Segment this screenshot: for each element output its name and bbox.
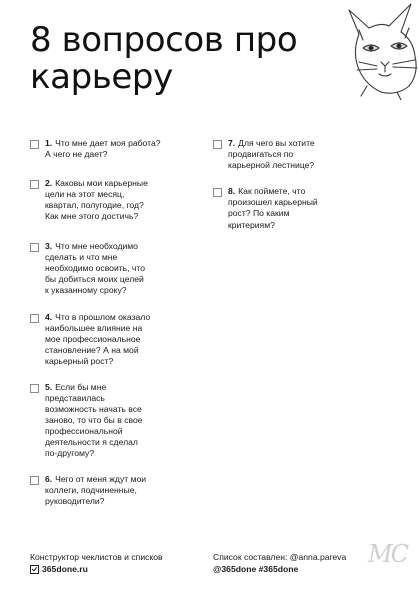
question-text: Чего от меня ждут мои коллеги, подчиненные, руководители? <box>45 474 147 507</box>
question-item-5[interactable] <box>30 382 190 460</box>
site-link[interactable]: 365done.ru <box>42 564 88 574</box>
question-item-7[interactable] <box>213 138 363 171</box>
question-item-8[interactable] <box>213 186 363 230</box>
cat-sketch-icon <box>319 0 419 100</box>
questions-column-right <box>213 138 363 231</box>
checkbox-icon[interactable] <box>30 243 39 252</box>
question-item-3[interactable] <box>30 241 190 296</box>
checkbox-icon[interactable] <box>213 188 222 197</box>
signature-watermark: MC <box>368 540 407 568</box>
checkbox-icon[interactable] <box>30 180 39 189</box>
question-number: 5. <box>45 381 53 392</box>
question-text: Что мне необходимо сделать и что мне необходимо освоить, что бы добиться моих целей к указанному сроку? <box>45 240 146 295</box>
question-text: Что мне дает моя работа? А чего не дает? <box>45 138 161 160</box>
hashtags: @365done #365done <box>213 564 299 574</box>
question-item-2[interactable] <box>30 178 190 222</box>
checkbox-logo-icon <box>30 565 39 574</box>
question-text: Как поймете, что произошел карьерный рост? По каким критериям? <box>228 186 318 230</box>
question-item-6[interactable] <box>30 474 190 507</box>
question-item-4[interactable] <box>30 312 190 367</box>
question-number: 1. <box>45 138 53 148</box>
question-number: 8. <box>228 186 236 197</box>
footer-right <box>213 551 346 575</box>
checkbox-icon[interactable] <box>30 314 39 323</box>
checkbox-icon[interactable] <box>30 384 39 393</box>
question-number: 6. <box>45 474 53 485</box>
question-item-1[interactable] <box>30 138 190 160</box>
question-number: 2. <box>45 178 53 189</box>
question-number: 7. <box>228 138 236 148</box>
constructor-label: Конструктор чеклистов и списков <box>30 552 163 562</box>
question-text: Если бы мне представилась возможность начать все заново, то что бы в свое профессиональной деятельности я сделал по-другому? <box>45 381 143 459</box>
page-title <box>30 22 360 96</box>
question-number: 3. <box>45 240 53 251</box>
question-text: Что в прошлом оказало наибольшее влияние на мое профессиональное становление? А на мой карьерный рост? <box>45 312 151 367</box>
title-line-2: карьеру <box>30 57 173 97</box>
question-text: Для чего вы хотите продвигаться по карьерной лестнице? <box>228 138 315 171</box>
checkbox-icon[interactable] <box>30 140 39 149</box>
question-text: Каковы мои карьерные цели на этот месяц, квартал, полугодие, год? Как мне этого достичь? <box>45 178 148 222</box>
footer-left <box>30 551 163 575</box>
brand-link[interactable] <box>30 563 163 575</box>
checkbox-icon[interactable] <box>30 476 39 485</box>
checkbox-icon[interactable] <box>213 140 222 149</box>
compiled-by-text: Список составлен: @anna.pareva <box>213 552 347 562</box>
questions-column-left <box>30 138 190 507</box>
question-number: 4. <box>45 312 53 323</box>
title-line-1: 8 вопросов про <box>30 20 298 60</box>
